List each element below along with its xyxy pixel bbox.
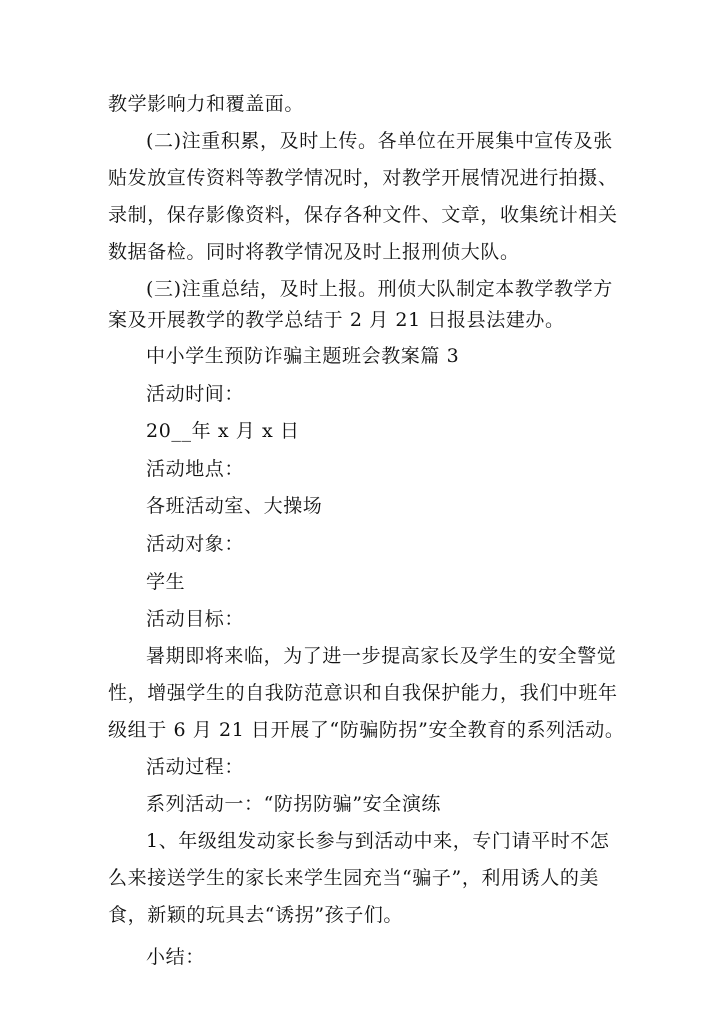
text-line: 么来接送学生的家长来学生园充当“骗子”，利用诱人的美 (108, 867, 600, 889)
text-line: 活动时间： (146, 383, 245, 405)
text-line: 系列活动一：“防拐防骗”安全演练 (146, 793, 442, 815)
text-line: 贴发放宣传资料等教学情况时，对教学开展情况进行拍摄、 (108, 167, 618, 189)
text-line: 数据备检。同时将教学情况及时上报刑侦大队。 (108, 241, 520, 263)
text-line: 案及开展教学的教学总结于 2 月 21 日报县法建办。 (108, 309, 565, 331)
section-title: 中小学生预防诈骗主题班会教案篇 3 (146, 345, 460, 367)
text-line: 录制，保存影像资料，保存各种文件、文章，收集统计相关 (108, 204, 618, 226)
text-line: 暑期即将来临，为了进一步提高家长及学生的安全警觉 (146, 645, 617, 667)
text-line: 学生 (146, 571, 186, 593)
text-line: (二)注重积累，及时上传。各单位在开展集中宣传及张 (146, 130, 613, 152)
text-line: 活动目标： (146, 608, 245, 630)
text-line: 活动对象： (146, 533, 245, 555)
text-line: 1、年级组发动家长参与到活动中来，专门请平时不怎 (146, 830, 610, 852)
text-line: (三)注重总结，及时上报。刑侦大队制定本教学教学方 (146, 278, 613, 300)
text-line: 性，增强学生的自我防范意识和自我保护能力，我们中班年 (108, 682, 618, 704)
text-line: 食，新颖的玩具去“诱拐”孩子们。 (108, 904, 404, 926)
text-line: 活动过程： (146, 756, 245, 778)
text-line: 级组于 6 月 21 日开展了“防骗防拐”安全教育的系列活动。 (108, 719, 625, 741)
text-line: 20__年 x 月 x 日 (146, 420, 300, 442)
text-line: 小结： (146, 946, 205, 968)
text-line: 各班活动室、大操场 (146, 495, 323, 517)
text-line: 活动地点： (146, 458, 245, 480)
text-line: 教学影响力和覆盖面。 (108, 93, 305, 115)
